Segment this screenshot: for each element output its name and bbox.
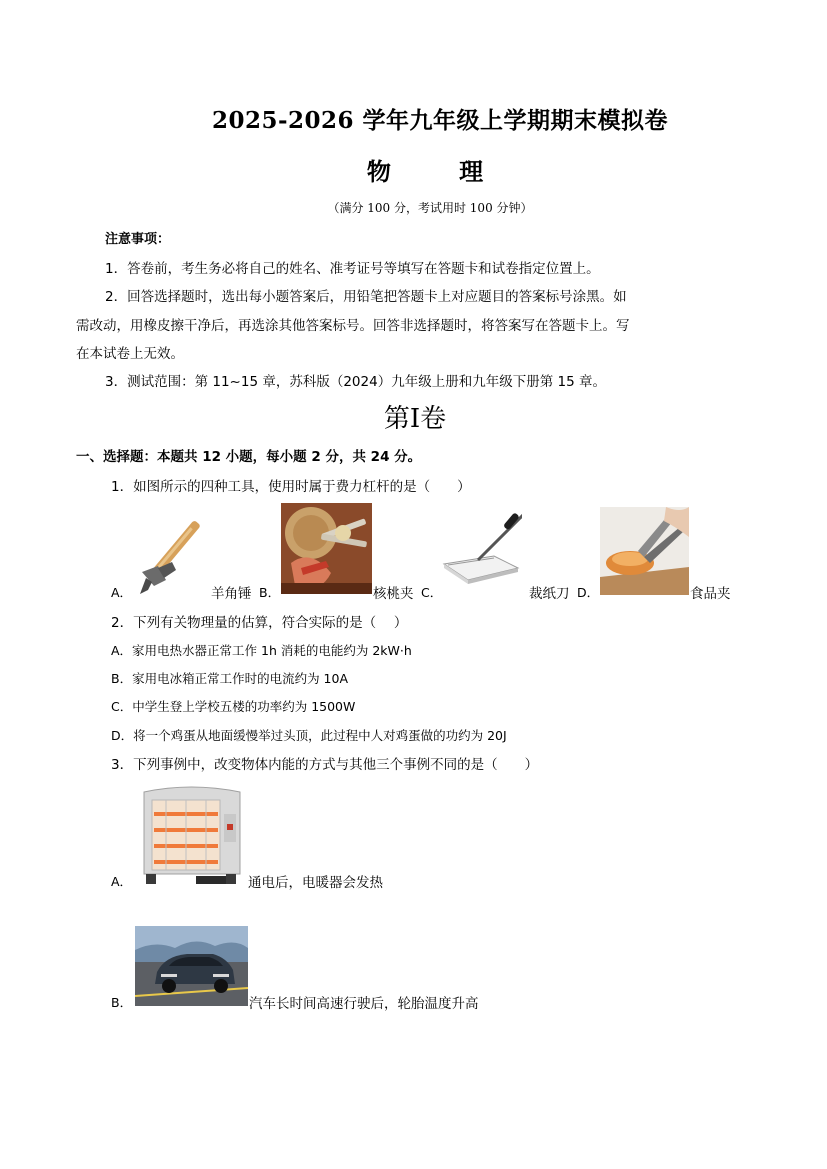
note-line: 2．回答选择题时，选出每小题答案后，用铅笔把答题卡上对应题目的答案标号涂黑。如 [105, 289, 627, 305]
question-1-stem: 1．如图所示的四种工具，使用时属于费力杠杆的是（ ） [111, 479, 471, 495]
q1-option-c-label: 裁纸刀 [529, 586, 570, 602]
section-heading: 一、选择题：本题共 12 小题，每小题 2 分，共 24 分。 [76, 449, 422, 465]
note-line: 需改动，用橡皮擦干净后，再选涂其他答案标号。回答非选择题时，将答案写在答题卡上。写 [76, 318, 630, 334]
q3-option-b-letter: B． [111, 995, 133, 1010]
q2-option-d: D．将一个鸡蛋从地面缓慢举过头顶，此过程中人对鸡蛋做的功约为 20J [111, 728, 507, 743]
note-line: 3．测试范围：第 11~15 章，苏科版（2024）九年级上册和九年级下册第 15 章。 [105, 374, 606, 390]
note-line: 1．答卷前，考生务必将自己的姓名、准考证号等填写在答题卡和试卷指定位置上。 [105, 261, 600, 277]
q1-option-c-letter: C． [421, 585, 443, 600]
q2-option-c: C．中学生登上学校五楼的功率约为 1500W [111, 699, 356, 714]
claw-hammer-icon [136, 520, 210, 598]
notes-title: 注意事项： [105, 232, 171, 247]
score-note: （满分 100 分，考试用时 100 分钟） [327, 201, 533, 215]
q3-option-b-text: 汽车长时间高速行驶后，轮胎温度升高 [249, 996, 479, 1012]
paper-cutter-icon [438, 510, 522, 590]
q2-option-a: A．家用电热水器正常工作 1h 消耗的电能约为 2kW·h [111, 643, 412, 658]
q1-option-b-letter: B． [259, 585, 281, 600]
question-3-stem: 3．下列事例中，改变物体内能的方式与其他三个事例不同的是（ ） [111, 757, 539, 773]
walnut-cracker-icon [281, 503, 372, 594]
food-tongs-icon [600, 507, 689, 595]
question-2-stem: 2．下列有关物理量的估算，符合实际的是（ ） [111, 615, 408, 631]
electric-heater-icon [136, 784, 247, 888]
q2-option-b: B．家用电冰箱正常工作时的电流约为 10A [111, 671, 349, 686]
q1-option-d-letter: D． [577, 585, 600, 600]
q1-option-a-letter: A． [111, 585, 133, 600]
exam-title: 2025-2026 学年九年级上学期期末模拟卷 [211, 107, 669, 134]
q1-option-d-label: 食品夹 [690, 586, 731, 602]
subject-title: 物 理 [366, 157, 514, 186]
note-line: 在本试卷上无效。 [76, 346, 184, 362]
q1-option-b-label: 核桃夹 [373, 586, 414, 602]
car-icon [135, 926, 248, 1006]
q3-option-a-text: 通电后，电暖器会发热 [248, 875, 383, 891]
q3-option-a-letter: A． [111, 874, 133, 889]
volume-title: 第Ⅰ卷 [383, 404, 447, 434]
q1-option-a-label: 羊角锤 [211, 586, 252, 602]
